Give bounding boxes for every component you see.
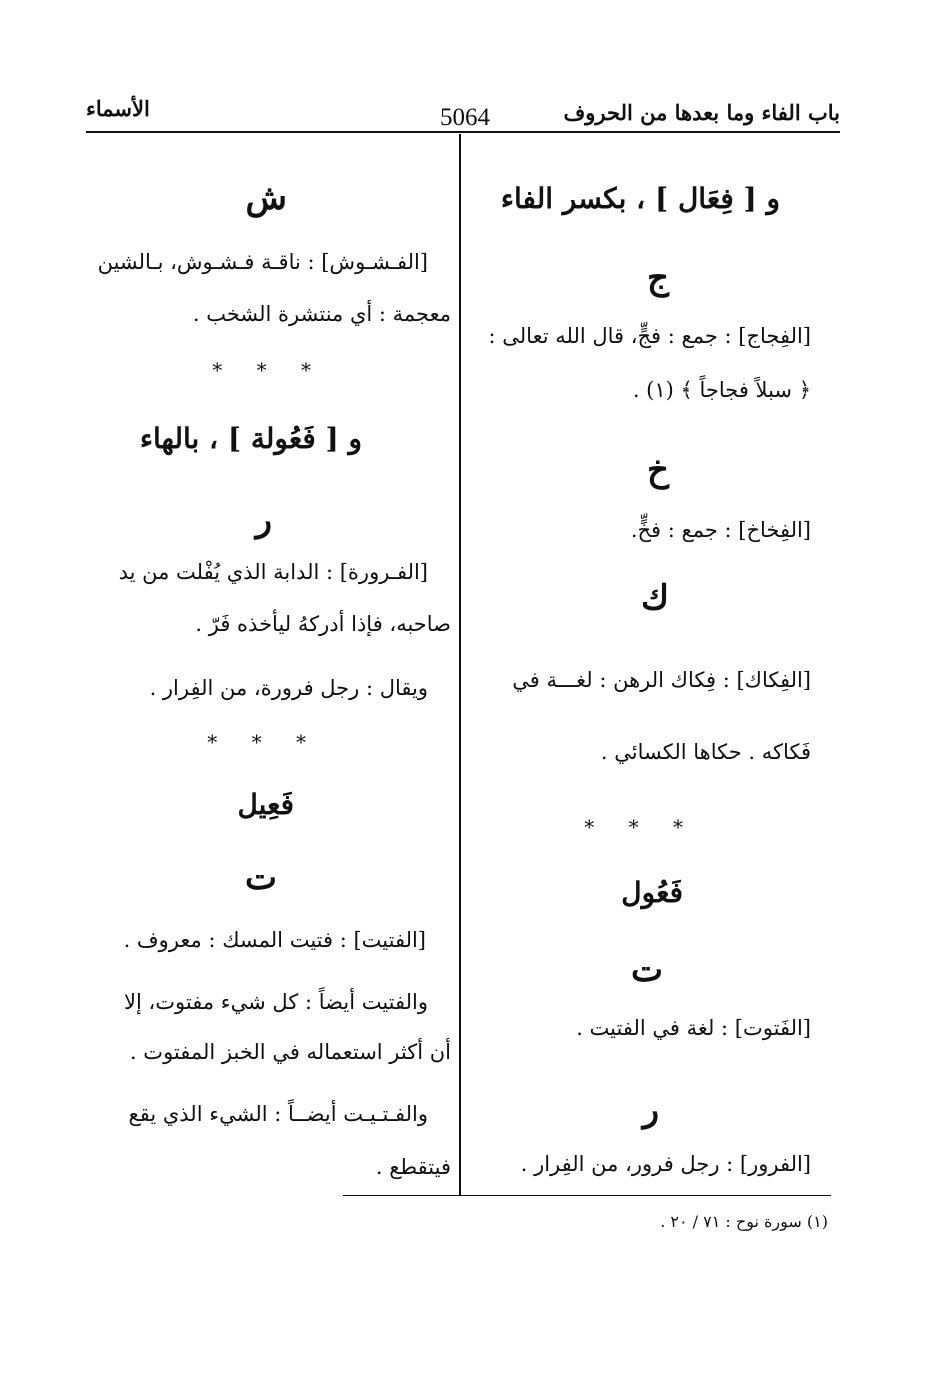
letter-heading: ت (244, 858, 277, 898)
pattern-heading: فَعِيل (237, 788, 294, 821)
entry-line: [الفـشـوش] : ناقـة فـشـوش، بـالشين (97, 250, 428, 274)
letter-heading: ج (647, 258, 669, 298)
letter-heading: ت (630, 950, 663, 990)
entry-line: صاحبه، فإذا أدركهُ ليأخذه فَرّ . (195, 612, 451, 636)
letter-heading: خ (647, 450, 669, 490)
column-divider (459, 134, 461, 1196)
entry-line: [الفَتوت] : لغة في الفتيت . (576, 1016, 811, 1040)
entry-line: ويقال : رجل فرورة، من الفِرار . (149, 676, 428, 700)
letter-heading: ر (255, 500, 272, 540)
running-head-chapter: باب الفاء وما بعدها من الحروف (563, 100, 840, 125)
entry-line: [الفرور] : رجل فرور، من الفِرار . (520, 1152, 811, 1176)
entry-line: فَكاكه . حكاها الكسائي . (600, 740, 811, 764)
footnote-rule (343, 1195, 831, 1196)
section-separator: * * * (207, 730, 320, 754)
section-heading: و [ فَعُولة ] ، بالهاء (139, 422, 362, 455)
pattern-heading: فَعُول (621, 876, 683, 909)
letter-heading: ر (642, 1090, 659, 1130)
page-number: 5064 (440, 104, 490, 131)
entry-line: [الفـرورة] : الدابة الذي يُفْلت من يد (118, 560, 428, 584)
entry-line: ﴿ سبلاً فجاجاً ﴾ (١) . (632, 378, 811, 402)
section-separator: * * * (584, 815, 697, 839)
entry-line: [الفِكاك] : فِكاك الرهن : لغـــة في (512, 668, 811, 692)
footnote: (١) سورة نوح : ٧١ / ٢٠ . (660, 1212, 828, 1231)
entry-line: معجمة : أي منتشرة الشخب . (192, 302, 451, 326)
entry-line: فيتقطع . (375, 1155, 451, 1179)
running-head-section: الأسماء (86, 96, 150, 121)
entry-line: أن أكثر استعماله في الخبز المفتوت . (129, 1040, 451, 1064)
section-heading: و [ فِعَال ] ، بكسر الفاء (500, 182, 780, 215)
entry-line: والفتيت أيضاً : كل شيء مفتوت، إلا (124, 990, 428, 1014)
letter-heading: ك (640, 578, 669, 618)
header-rule (86, 131, 840, 133)
entry-line: [الفِجاج] : جمع : فجٍّ، قال الله تعالى : (488, 324, 811, 348)
entry-line: [الفتيت] : فتيت المسك : معروف . (123, 928, 426, 952)
letter-heading: ش (245, 178, 287, 218)
entry-line: [الفِخاخ] : جمع : فخٍّ. (630, 518, 811, 542)
section-separator: * * * (212, 358, 325, 382)
entry-line: والفـتـيـت أيضــاً : الشيء الذي يقع (128, 1102, 428, 1126)
